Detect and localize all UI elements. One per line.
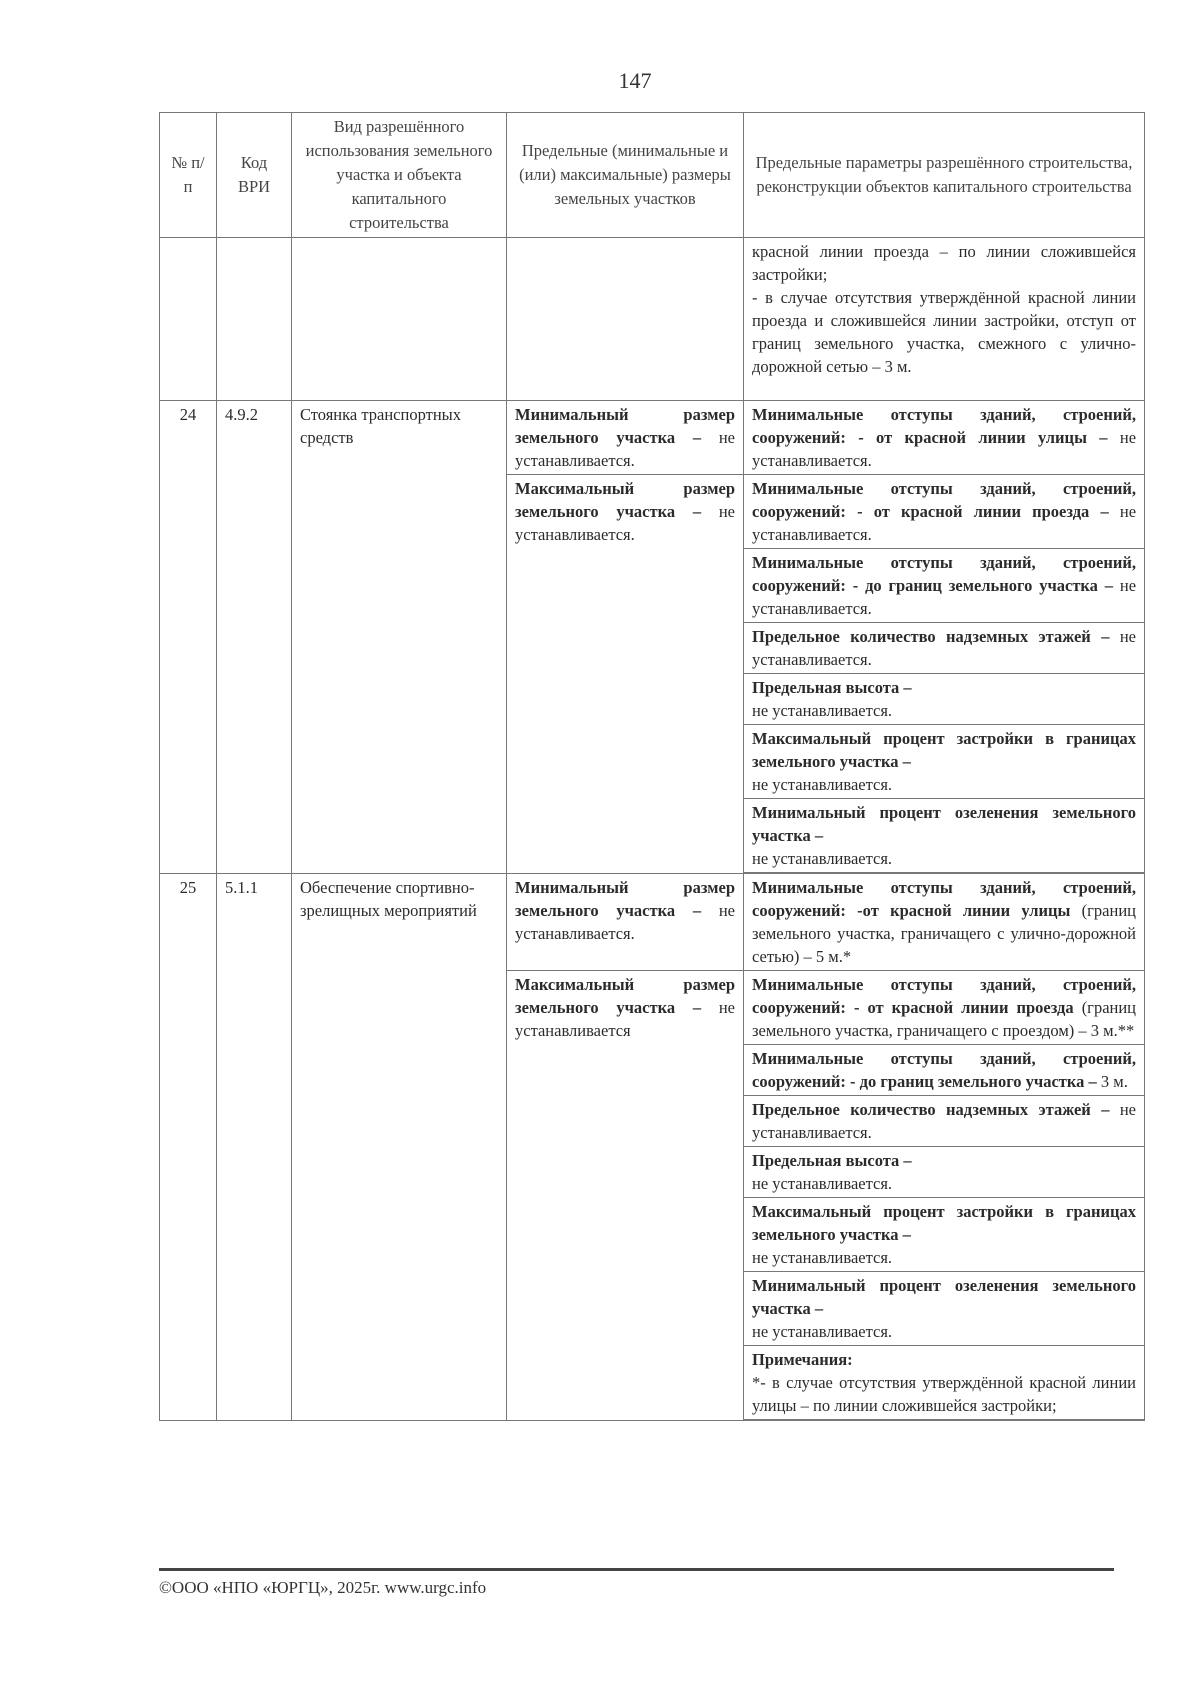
row-code: 4.9.2 [217, 401, 292, 874]
notes-text: *- в случае отсутствия утверждённой красной линии улицы – по линии сложившейся застройки; [752, 1373, 1136, 1415]
row-code: 5.1.1 [217, 874, 292, 1421]
header-plot-size: Предельные (минимальные и (или) максимальные) размеры земельных участков [507, 113, 744, 238]
header-use-type: Вид разрешённого использования земельного участка и объекта капитального строительства [292, 113, 507, 238]
table-header-row [160, 113, 1145, 238]
notes-title: Примечания: [752, 1350, 853, 1369]
max-size-value: не устанавливается [515, 998, 735, 1040]
table-row-24 [160, 401, 1145, 475]
max-size-title: Максимальный размер земельного участка – [515, 975, 735, 1017]
param-floors: Предельное количество надземных этажей – не устанавливается. [744, 1096, 1145, 1147]
min-size-cell [507, 874, 744, 971]
header-code: Код ВРИ [217, 113, 292, 238]
header-parameters: Предельные параметры разрешённого строительства, реконструкции объектов капитального строительства [744, 113, 1145, 238]
param-floors: Предельное количество надземных этажей – не устанавливается. [744, 623, 1145, 674]
table-row-25 [160, 874, 1145, 971]
min-size-title: Минимальный размер земельного участка – [515, 878, 735, 920]
param-height: Предельная высота – не устанавливается. [744, 674, 1145, 725]
continuation-line-1: красной линии проезда – по линии сложившейся застройки; [752, 242, 1136, 284]
max-size-value: не устанавливается. [515, 502, 735, 544]
min-size-title: Минимальный размер земельного участка – [515, 405, 735, 447]
footer-rule [159, 1568, 1114, 1571]
notes-cell [744, 1346, 1145, 1420]
row-use-name: Стоянка транспортных средств [292, 401, 507, 874]
page-number: 147 [618, 68, 652, 93]
param-setback-boundary: Минимальные отступы зданий, строений, сооружений: - до границ земельного участка – не устанавливается. [744, 549, 1145, 623]
row-use-name: Обеспечение спортивно-зрелищных мероприятий [292, 874, 507, 1421]
continuation-cell [744, 238, 1145, 401]
min-size-value: не устанавливается. [515, 428, 735, 470]
row-number: 24 [160, 401, 217, 874]
min-size-value: не устанавливается. [515, 901, 735, 943]
param-setback-driveway: Минимальные отступы зданий, строений, сооружений: - от красной линии проезда (границ земельного участка, граничащего с проездом) – 3 м.** [744, 971, 1145, 1045]
param-coverage: Максимальный процент застройки в границах земельного участка – не устанавливается. [744, 1198, 1145, 1272]
param-setback-street: Минимальные отступы зданий, строений, сооружений: - от красной линии улицы – не устанавливается. [744, 401, 1145, 475]
param-setback-street: Минимальные отступы зданий, строений, сооружений: -от красной линии улицы (границ земельного участка, граничащего с улично-дорожной сетью) – 5 м.* [744, 874, 1145, 971]
header-number: № п/п [160, 113, 217, 238]
footer-copyright: ©ООО «НПО «ЮРГЦ», 2025г. www.urgc.info [159, 1578, 487, 1597]
param-coverage: Максимальный процент застройки в границах земельного участка – не устанавливается. [744, 725, 1145, 799]
land-use-parameters-table [159, 112, 1145, 1421]
row-number: 25 [160, 874, 217, 1421]
param-greenery: Минимальный процент озеленения земельного участка – не устанавливается. [744, 1272, 1145, 1346]
continuation-line-2: - в случае отсутствия утверждённой красной линии проезда и сложившейся линии застройки, отступ от границ земельного участка, смежного с улично-дорожной сетью – 3 м. [752, 288, 1136, 376]
param-greenery: Минимальный процент озеленения земельного участка – не устанавливается. [744, 799, 1145, 873]
table-row-continuation [160, 238, 1145, 401]
min-size-cell [507, 401, 744, 475]
param-setback-boundary: Минимальные отступы зданий, строений, сооружений: - до границ земельного участка – 3 м. [744, 1045, 1145, 1096]
param-height: Предельная высота – не устанавливается. [744, 1147, 1145, 1198]
max-size-cell [507, 971, 744, 1421]
param-setback-driveway: Минимальные отступы зданий, строений, сооружений: - от красной линии проезда – не устанавливается. [744, 475, 1145, 549]
max-size-cell [507, 475, 744, 874]
max-size-title: Максимальный размер земельного участка – [515, 479, 735, 521]
